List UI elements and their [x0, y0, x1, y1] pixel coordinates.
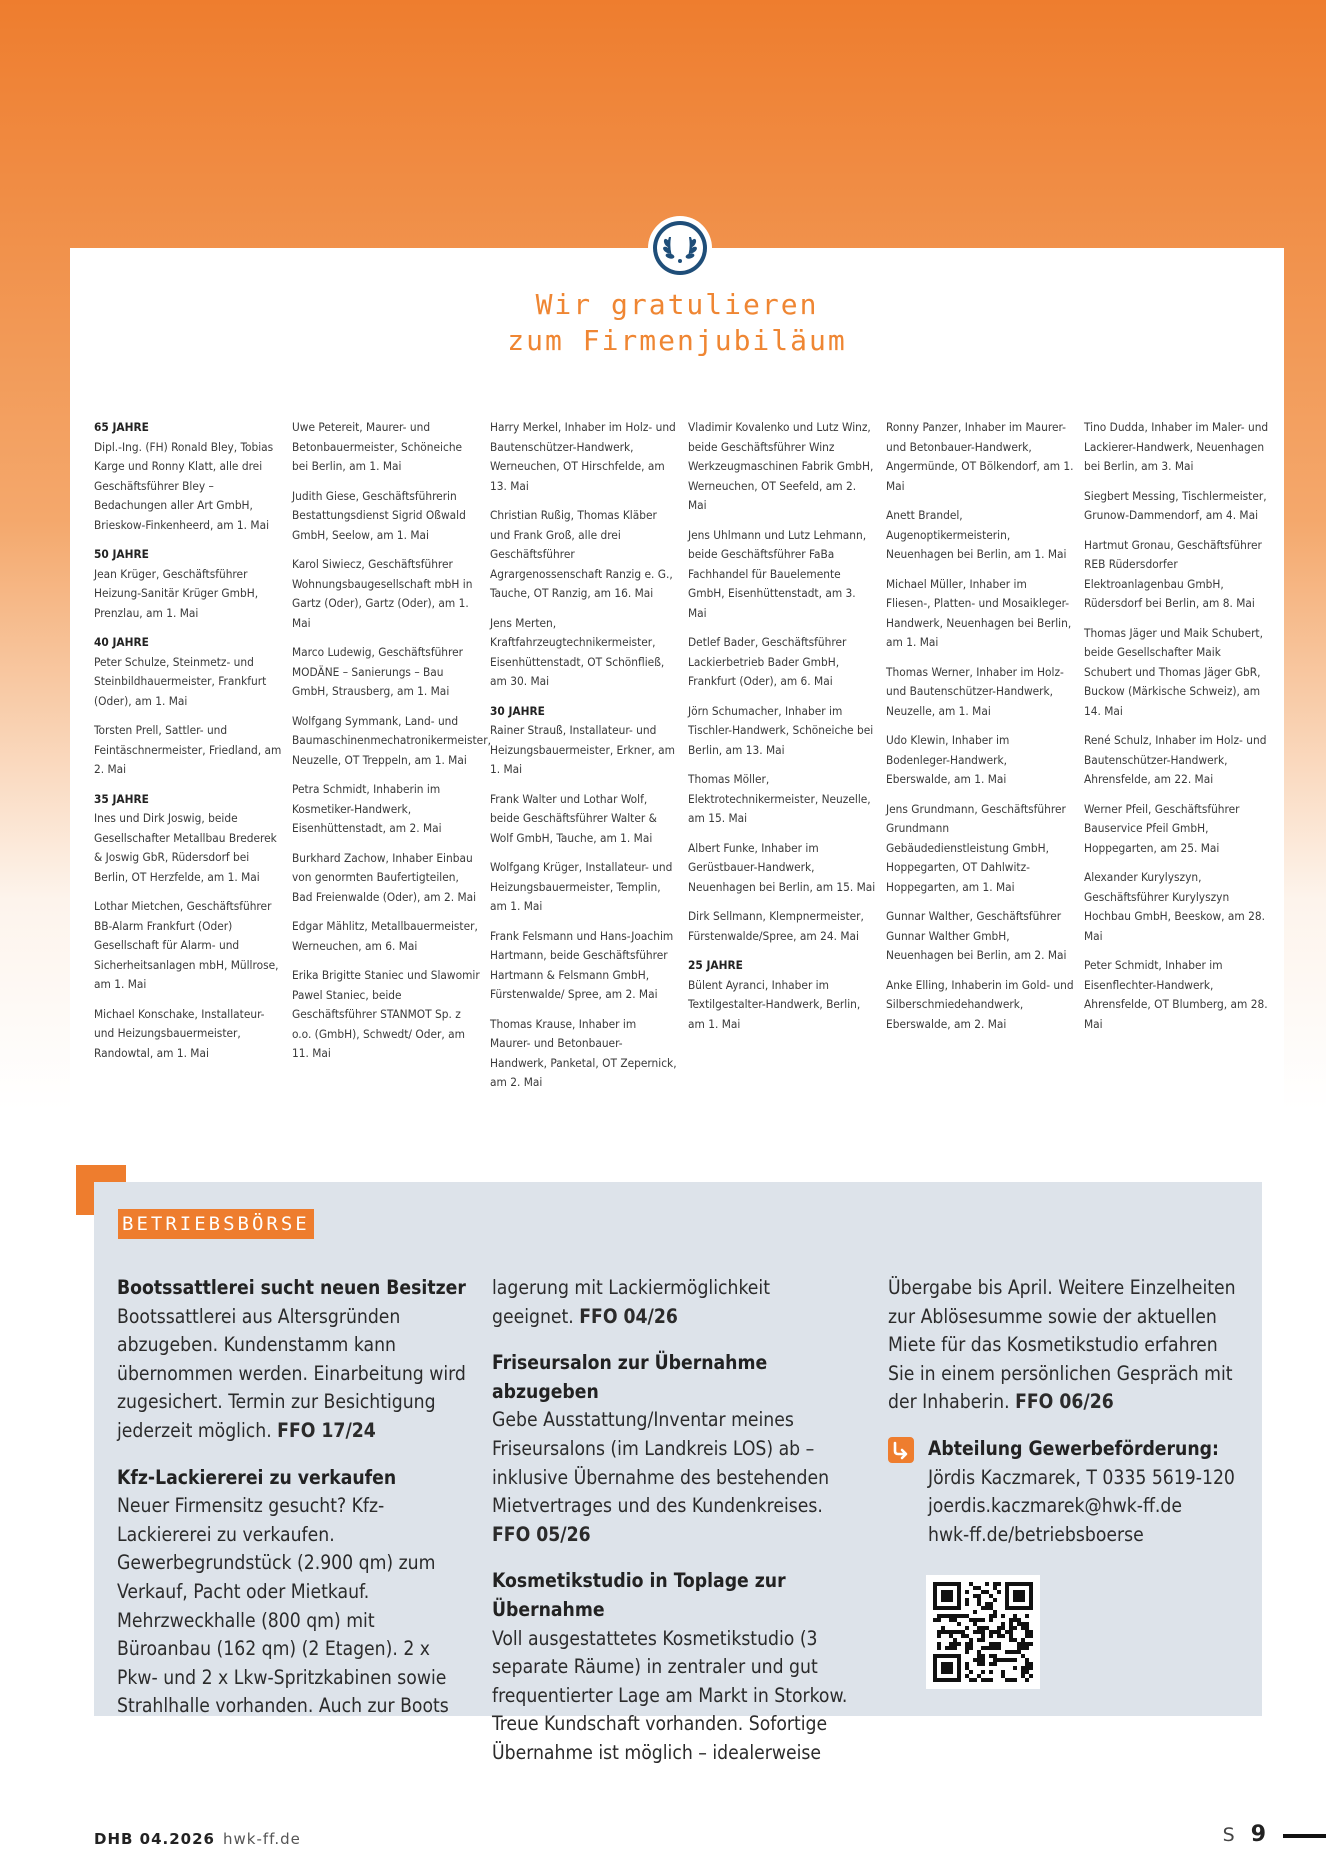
page-number-value: 9: [1250, 1822, 1266, 1847]
jubilee-column-4: [688, 418, 876, 1044]
ad-heading: Kfz-Lackiererei zu verkaufen: [117, 1465, 397, 1489]
contact-url[interactable]: hwk-ff.de/betriebsboerse: [928, 1522, 1144, 1546]
page-title-line1: Wir gratulieren: [535, 288, 819, 321]
jubilee-entry: Karol Siwiecz, Geschäftsführer Wohnungsbaugesellschaft mbH in Gartz (Oder), Gartz (Oder), am 1. Mai: [292, 557, 473, 630]
jubilee-entry: Michael Müller, Inhaber im Fliesen-, Platten- und Mosaikleger-Handwerk, Neuenhagen bei Berlin, am 1. Mai: [886, 576, 1072, 649]
jubilee-entry: Michael Konschake, Installateur- und Heizungsbauermeister, Randowtal, am 1. Mai: [94, 1006, 265, 1060]
ad-text: Neuer Firmensitz gesucht? Kfz-Lackiererei zu verkaufen. Gewerbegrundstück (2.900 qm) zum Verkauf, Pacht oder Mietkauf. Mehrzweckhalle (800 qm) mit Büroanbau (162 qm) (2 Etagen). 2 x Pkw- und 2 x Lkw-Spritzkabinen sowie Strahlhalle vorhanden. Auch zur Boots: [117, 1494, 449, 1718]
boerse-column-2: [492, 1274, 848, 1786]
ad-code: FFO 05/26: [492, 1522, 591, 1546]
jubilee-entry: Jean Krüger, Geschäftsführer Heizung-Sanitär Krüger GmbH, Prenzlau, am 1. Mai: [94, 566, 259, 620]
jubilee-entry: Wolfgang Krüger, Installateur- und Heizungsbauermeister, Templin, am 1. Mai: [490, 860, 673, 913]
jubilee-column-1: [94, 418, 282, 1073]
arrow-right-icon: [888, 1437, 914, 1463]
issue-label: DHB 04.2026: [94, 1830, 215, 1848]
laurel-emblem-icon: [651, 219, 709, 277]
ad-text: Voll ausgestattetes Kosmetikstudio (3 separate Räume) in zentraler und gut frequentierter Lage am Markt in Storkow. Treue Kundschaft vorhanden. Sofortige Übernahme ist möglich – idealerweise: [492, 1626, 848, 1764]
ad-text: Bootssattlerei aus Altersgründen abzugeben. Kundenstamm kann übernommen werden. Einarbeitung wird zugesichert. Termin zur Besichtigung jederzeit möglich.: [117, 1304, 466, 1442]
jubilee-entry: Bülent Ayranci, Inhaber im Textilgestalter-Handwerk, Berlin, am 1. Mai: [688, 977, 861, 1031]
jubilee-entry: Alexander Kurylyszyn, Geschäftsführer Kurylyszyn Hochbau GmbH, Beeskow, am 28. Mai: [1084, 870, 1266, 943]
jubilee-entry: Peter Schmidt, Inhaber im Eisenflechter-Handwerk, Ahrensfelde, OT Blumberg, am 28. Mai: [1084, 958, 1268, 1031]
jubilee-entry: Uwe Petereit, Maurer- und Betonbauermeister, Schöneiche bei Berlin, am 1. Mai: [292, 420, 463, 473]
jubilee-entry: Thomas Möller, Elektrotechnikermeister, Neuzelle, am 15. Mai: [688, 772, 871, 825]
ad-text: lagerung mit Lackiermöglichkeit geeignet.: [492, 1276, 770, 1328]
jubilee-entry: Frank Walter und Lothar Wolf, beide Geschäftsführer Walter & Wolf GmbH, Tauche, am 1. Mai: [490, 791, 657, 845]
jubilee-entry: Jens Merten, Kraftfahrzeugtechnikermeister, Eisenhüttenstadt, OT Schönfließ, am 30. Mai: [490, 615, 665, 688]
jubilee-entry: Rainer Strauß, Installateur- und Heizungsbauermeister, Erkner, am 1. Mai: [490, 723, 675, 776]
jubilee-columns: [94, 418, 1284, 1098]
ad-heading: Bootssattlerei sucht neuen Besitzer: [117, 1276, 466, 1299]
jubilee-entry: Thomas Jäger und Maik Schubert, beide Gesellschafter Maik Schubert und Thomas Jäger GbR, Buckow (Märkische Schweiz), am 14. Mai: [1084, 625, 1263, 718]
jubilee-column-6: [1084, 418, 1272, 1044]
contact-email[interactable]: joerdis.kaczmarek@hwk-ff.de: [928, 1494, 1182, 1518]
page-bar: [1283, 1834, 1326, 1838]
jubilee-entry: Burkhard Zachow, Inhaber Einbau von genormten Baufertigteilen, Bad Freienwalde (Oder), am 2. Mai: [292, 850, 477, 904]
jubilee-entry: Judith Giese, Geschäftsführerin Bestattungsdienst Sigrid Oßwald GmbH, Seelow, am 1. Mai: [292, 488, 466, 542]
jubilee-entry: Dirk Sellmann, Klempnermeister, Fürstenwalde/Spree, am 24. Mai: [688, 909, 864, 943]
jubilee-entry: Thomas Werner, Inhaber im Holz- und Bautenschützer-Handwerk, Neuzelle, am 1. Mai: [886, 664, 1064, 718]
jubilee-entry: Marco Ludewig, Geschäftsführer MODÄNE – Sanierungs – Bau GmbH, Strausberg, am 1. Mai: [292, 645, 464, 698]
boerse-column-3: [888, 1274, 1244, 1549]
jubilee-entry: Vladimir Kovalenko und Lutz Winz, beide Geschäftsführer Winz Werkzeugmaschinen Fabrik GmbH, Werneuchen, OT Seefeld, am 2. Mai: [688, 420, 874, 512]
jubilee-entry: Jens Uhlmann und Lutz Lehmann, beide Geschäftsführer FaBa Fachhandel für Bauelemente GmbH, Eisenhüttenstadt, am 3. Mai: [688, 527, 867, 620]
jubilee-entry: Lothar Mietchen, Geschäftsführer BB-Alarm Frankfurt (Oder) Gesellschaft für Alarm- und Sicherheitsanlagen mbH, Müllrose, am 1. Mai: [94, 899, 279, 991]
jubilee-entry: Peter Schulze, Steinmetz- und Steinbildhauermeister, Frankfurt (Oder), am 1. Mai: [94, 654, 267, 708]
ad-code: FFO 04/26: [579, 1304, 678, 1328]
jubilee-year-heading: 65 JAHRE: [94, 420, 149, 434]
ad-kosmetikstudio-cont: [888, 1274, 1244, 1417]
jubilee-year-heading: 50 JAHRE: [94, 547, 149, 561]
jubilee-entry: Frank Felsmann und Hans-Joachim Hartmann, beide Geschäftsführer Hartmann & Felsmann GmbH, Fürstenwalde/ Spree, am 2. Mai: [490, 928, 674, 1001]
jubilee-entry: Jens Grundmann, Geschäftsführer Grundmann Gebäudedienstleistung GmbH, Hoppegarten, OT Dahlwitz-Hoppegarten, am 1. Mai: [886, 801, 1066, 894]
jubilee-column-2: [292, 418, 491, 1074]
jubilee-entry: Petra Schmidt, Inhaberin im Kosmetiker-Handwerk, Eisenhüttenstadt, am 2. Mai: [292, 782, 442, 835]
ad-kosmetikstudio: [492, 1567, 848, 1767]
jubilee-entry: Gunnar Walther, Geschäftsführer Gunnar Walther GmbH, Neuenhagen bei Berlin, am 2. Mai: [886, 909, 1067, 962]
jubilee-entry: Anke Elling, Inhaberin im Gold- und Silberschmiedehandwerk, Eberswalde, am 2. Mai: [886, 977, 1074, 1031]
jubilee-entry: Ronny Panzer, Inhaber im Maurer- und Betonbauer-Handwerk, Angermünde, OT Bölkendorf, am 1. Mai: [886, 420, 1074, 493]
jubilee-column-3: [490, 418, 678, 1103]
jubilee-entry: Detlef Bader, Geschäftsführer Lackierbetrieb Bader GmbH, Frankfurt (Oder), am 6. Mai: [688, 635, 847, 688]
jubilee-entry: Dipl.-Ing. (FH) Ronald Bley, Tobias Karge und Ronny Klatt, alle drei Geschäftsführer Bley – Bedachungen aller Art GmbH, Brieskow-Finkenheerd, am 1. Mai: [94, 439, 274, 532]
footer-issue: [94, 1830, 301, 1848]
jubilee-entry: Torsten Prell, Sattler- und Feintäschnermeister, Friedland, am 2. Mai: [94, 723, 282, 776]
qr-code-icon[interactable]: [926, 1575, 1040, 1689]
section-label: BETRIEBSBÖRSE: [118, 1209, 314, 1239]
ad-code: FFO 17/24: [277, 1418, 376, 1442]
jubilee-entry: Edgar Mählitz, Metallbauermeister, Werneuchen, am 6. Mai: [292, 919, 478, 953]
contact-heading: Abteilung Gewerbeförderung:: [928, 1436, 1219, 1460]
jubilee-year-heading: 40 JAHRE: [94, 635, 149, 649]
jubilee-entry: Hartmut Gronau, Geschäftsführer REB Rüdersdorfer Elektroanlagenbau GmbH, Rüdersdorf bei Berlin, am 8. Mai: [1084, 537, 1262, 610]
jubilee-year-heading: 35 JAHRE: [94, 791, 149, 806]
page-prefix: S: [1222, 1824, 1245, 1846]
contact-name-phone: Jördis Kaczmarek, T 0335 5619-120: [928, 1465, 1235, 1489]
ad-text: Gebe Ausstattung/Inventar meines Friseursalons (im Landkreis LOS) ab – inklusive Übernahme des bestehenden Mietvertrages und des Kundenkreises.: [492, 1408, 830, 1518]
ad-text: Übergabe bis April. Weitere Einzelheiten zur Ablösesumme sowie der aktuellen Miete für das Kosmetikstudio erfahren Sie in einem persönlichen Gespräch mit der Inhaberin.: [888, 1276, 1236, 1414]
page-number: [1223, 1822, 1266, 1847]
ad-friseursalon: [492, 1349, 848, 1549]
ad-kfz-lackiererei: [117, 1464, 473, 1721]
ad-bootssattlerei: [117, 1274, 473, 1446]
ad-heading: Kosmetikstudio in Toplage zur Übernahme: [492, 1569, 786, 1621]
accent-corner-left: [76, 1165, 94, 1215]
ad-heading: Friseursalon zur Übernahme abzugeben: [492, 1351, 768, 1403]
boerse-column-1: [117, 1274, 473, 1739]
jubilee-entry: Ines und Dirk Joswig, beide Gesellschafter Metallbau Brederek & Joswig GbR, Rüdersdorf bei Berlin, OT Herzfelde, am 1. Mai: [94, 811, 277, 884]
jubilee-entry: Anett Brandel, Augenoptikermeisterin, Neuenhagen bei Berlin, am 1. Mai: [886, 508, 1067, 561]
jubilee-entry: Thomas Krause, Inhaber im Maurer- und Betonbauer-Handwerk, Panketal, OT Zepernick, am 2. Mai: [490, 1016, 677, 1089]
jubilee-column-5: [886, 418, 1074, 1044]
page-title-line2: zum Firmenjubiläum: [507, 324, 847, 357]
jubilee-entry: Siegbert Messing, Tischlermeister, Grunow-Dammendorf, am 4. Mai: [1084, 488, 1267, 522]
ad-code: FFO 06/26: [1015, 1390, 1114, 1414]
footer-site[interactable]: hwk-ff.de: [222, 1830, 301, 1848]
jubilee-year-heading: 30 JAHRE: [490, 703, 545, 718]
jubilee-entry: Christian Rußig, Thomas Kläber und Frank Groß, alle drei Geschäftsführer Agrargenossenschaft Ranzig e. G., Tauche, OT Ranzig, am 16. Mai: [490, 508, 673, 600]
jubilee-entry: Wolfgang Symmank, Land- und Baumaschinenmechatronikermeister, Neuzelle, OT Treppeln, am 1. Mai: [292, 713, 491, 767]
jubilee-entry: Tino Dudda, Inhaber im Maler- und Lackierer-Handwerk, Neuenhagen bei Berlin, am 3. Mai: [1084, 420, 1269, 473]
jubilee-entry: Udo Klewin, Inhaber im Bodenleger-Handwerk, Eberswalde, am 1. Mai: [886, 733, 1010, 786]
jubilee-entry: René Schulz, Inhaber im Holz- und Bautenschützer-Handwerk, Ahrensfelde, am 22. Mai: [1084, 733, 1267, 786]
jubilee-entry: Werner Pfeil, Geschäftsführer Bauservice Pfeil GmbH, Hoppegarten, am 25. Mai: [1084, 801, 1240, 855]
jubilee-entry: Erika Brigitte Staniec und Slawomir Pawel Staniec, beide Geschäftsführer STANMOT Sp. z o.o. (GmbH), Schwedt/ Oder, am 11. Mai: [292, 968, 480, 1060]
jubilee-entry: Harry Merkel, Inhaber im Holz- und Bautenschützer-Handwerk, Werneuchen, OT Hirschfelde, am 13. Mai: [490, 420, 676, 493]
jubilee-entry: Jörn Schumacher, Inhaber im Tischler-Handwerk, Schöneiche bei Berlin, am 13. Mai: [688, 703, 874, 757]
jubilee-entry: Albert Funke, Inhaber im Gerüstbauer-Handwerk, Neuenhagen bei Berlin, am 15. Mai: [688, 840, 876, 894]
ad-kfz-lackiererei-cont: [492, 1274, 848, 1331]
jubilee-year-heading: 25 JAHRE: [688, 958, 743, 972]
contact-block: [888, 1435, 1244, 1549]
